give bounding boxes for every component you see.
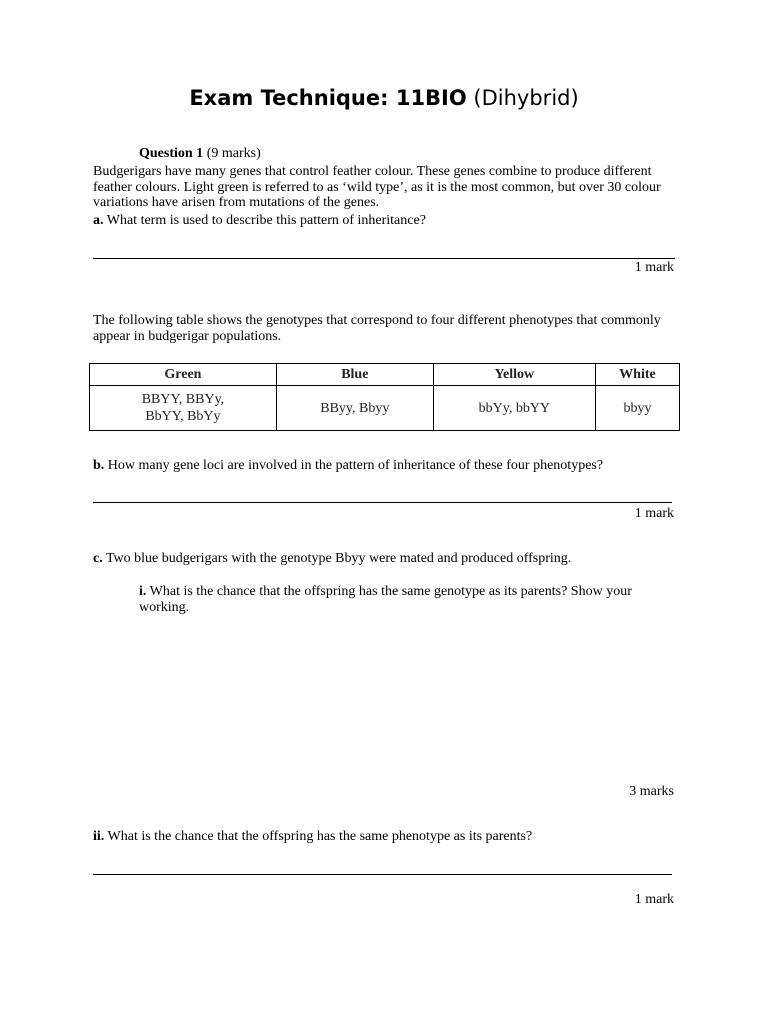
cell-green-line: BbYY, BbYy: [145, 409, 221, 424]
title-bold: Exam Technique: 11BIO: [189, 86, 467, 110]
table-intro: [93, 313, 693, 344]
part-c-question: [93, 551, 571, 567]
answer-line-a[interactable]: [93, 258, 675, 259]
part-b-text: How many gene loci are involved in the pattern of inheritance of these four phenotypes?: [107, 458, 604, 473]
part-b-letter: b.: [93, 458, 105, 473]
cell-blue: BByy, Bbyy: [276, 386, 433, 431]
table-row: [90, 386, 680, 431]
title-suffix: (Dihybrid): [473, 86, 579, 110]
part-cii-text: What is the chance that the offspring has the same phenotype as its parents?: [107, 829, 533, 844]
cell-green-line: BBYY, BBYy,: [141, 392, 225, 407]
table-intro-line: The following table shows the genotypes that correspond to four different phenotypes that commonly: [93, 313, 661, 328]
cell-white: bbyy: [595, 386, 679, 431]
answer-line-cii[interactable]: [93, 874, 672, 875]
question-heading: [139, 146, 261, 162]
part-c-letter: c.: [93, 551, 103, 566]
working-space[interactable]: [139, 620, 675, 775]
cell-yellow: bbYy, bbYY: [433, 386, 595, 431]
table-intro-line: appear in budgerigar populations.: [93, 328, 282, 344]
part-a-letter: a.: [93, 213, 104, 228]
genotype-table: [89, 363, 680, 431]
part-ci-mark: 3 marks: [629, 784, 674, 799]
part-cii-letter: ii.: [93, 829, 105, 844]
header-blue: Blue: [276, 364, 433, 386]
part-ci-text: What is the chance that the offspring has the same genotype as its parents? Show your: [149, 584, 632, 599]
part-ci-letter: i.: [139, 584, 147, 599]
intro-line: variations have arisen from mutations of the genes.: [93, 195, 380, 210]
page-title: [0, 86, 768, 110]
question-label: Question 1: [139, 146, 204, 161]
intro-paragraph: [93, 164, 693, 211]
part-a-text: What term is used to describe this pattern of inheritance?: [106, 213, 426, 228]
part-a-question: [93, 213, 426, 229]
part-a-mark: 1 mark: [634, 260, 674, 275]
cell-green: [90, 386, 277, 431]
header-white: White: [595, 364, 679, 386]
part-b-mark: 1 mark: [634, 506, 674, 521]
part-c-text: Two blue budgerigars with the genotype Bbyy were mated and produced offspring.: [105, 551, 572, 566]
part-cii-question: [93, 829, 532, 845]
intro-line: Budgerigars have many genes that control feather colour. These genes combine to produce different: [93, 164, 652, 179]
part-cii-mark: 1 mark: [634, 892, 674, 907]
header-yellow: Yellow: [433, 364, 595, 386]
part-b-question: [93, 458, 603, 474]
answer-line-b[interactable]: [93, 502, 672, 503]
table-header-row: [90, 364, 680, 386]
question-marks: (9 marks): [206, 146, 261, 161]
header-green: Green: [90, 364, 277, 386]
intro-line: feather colours. Light green is referred to as ‘wild type’, as it is the most common, but over 30 colour: [93, 179, 661, 195]
part-ci-text-cont: working.: [139, 599, 190, 615]
part-ci-question: [139, 584, 699, 615]
